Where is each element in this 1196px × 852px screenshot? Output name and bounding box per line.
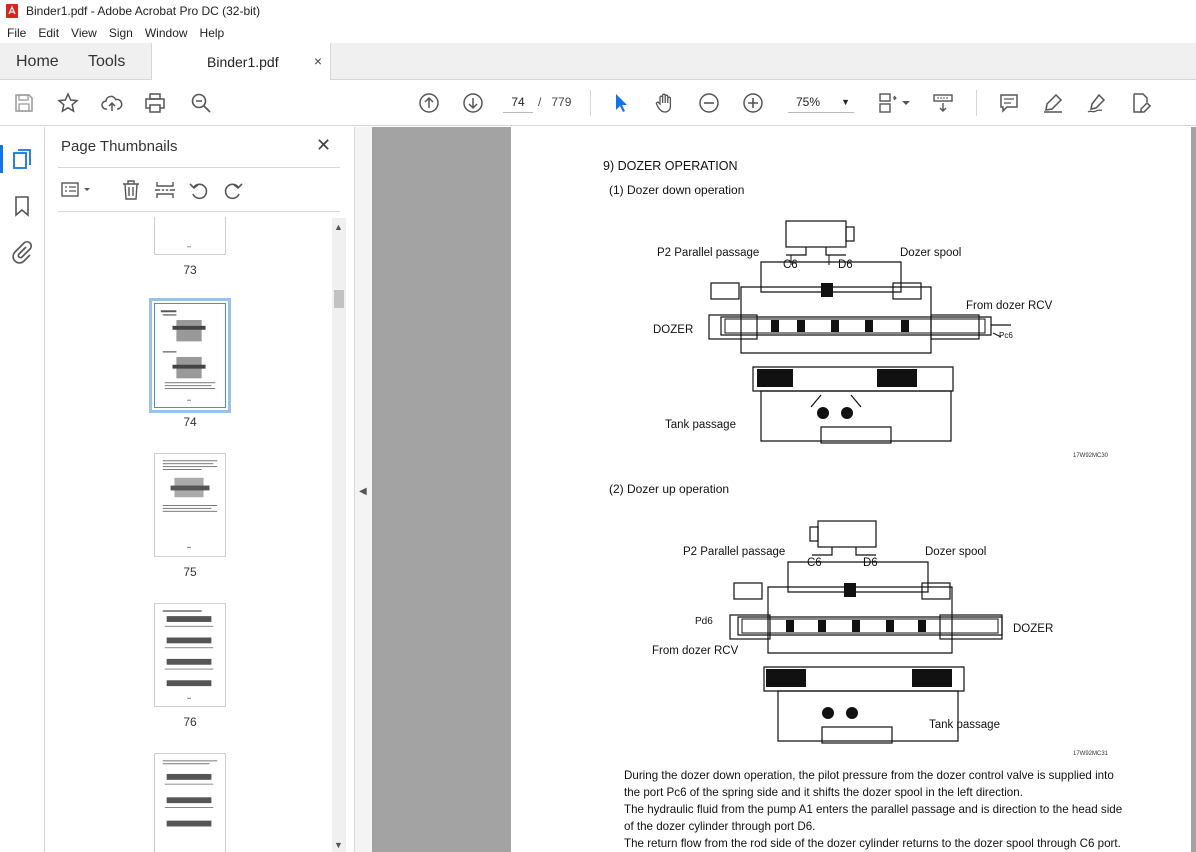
acrobat-app-icon xyxy=(5,4,19,18)
label-c6-2: C6 xyxy=(807,557,822,569)
page-thumbnails-panel xyxy=(46,127,354,852)
upload-cloud-icon[interactable] xyxy=(100,91,124,115)
panel-collapse-handle[interactable] xyxy=(354,127,372,852)
menu-bar xyxy=(0,22,1196,43)
menu-edit[interactable]: Edit xyxy=(38,25,60,40)
toolbar-divider-2 xyxy=(976,90,977,116)
thumbnail-page-number: 74 xyxy=(183,415,197,429)
label-pc6: Pc6 xyxy=(999,331,1013,340)
rail-active-indicator xyxy=(0,145,3,173)
menu-window[interactable]: Window xyxy=(144,25,188,40)
extract-pages-icon[interactable] xyxy=(154,179,176,201)
body-text xyxy=(624,767,1124,852)
close-panel-icon[interactable]: ✕ xyxy=(316,135,332,155)
label-c6: C6 xyxy=(783,259,798,271)
body-line: The return flow from the rod side of the dozer cylinder returns to the dozer spool through C6 port. xyxy=(624,837,1121,850)
thumbnail-page-75[interactable] xyxy=(154,453,226,557)
rotate-left-icon[interactable] xyxy=(188,179,210,201)
label-p2-parallel-passage-2: P2 Parallel passage xyxy=(683,546,786,558)
label-dozer-spool: Dozer spool xyxy=(900,247,962,259)
thumbnail-page-number: 75 xyxy=(183,565,197,579)
label-pd6: Pd6 xyxy=(695,616,713,627)
tab-bar xyxy=(0,43,1196,80)
menu-help[interactable]: Help xyxy=(199,25,225,40)
thumbnail-page-76[interactable] xyxy=(154,603,226,707)
tab-document[interactable] xyxy=(151,43,331,80)
title-bar xyxy=(0,0,1196,22)
attachment-icon[interactable] xyxy=(10,240,34,264)
scrollbar-thumb[interactable] xyxy=(334,290,344,308)
hand-tool-icon[interactable] xyxy=(653,91,677,115)
menu-file[interactable]: File xyxy=(7,25,27,40)
body-line: of the dozer cylinder through port D6. xyxy=(624,820,816,833)
previous-page-icon[interactable] xyxy=(417,91,441,115)
edit-pdf-icon[interactable] xyxy=(1129,91,1153,115)
thumbnail-page-number: 76 xyxy=(183,715,197,729)
comment-icon[interactable] xyxy=(997,91,1021,115)
star-icon[interactable] xyxy=(56,91,80,115)
highlight-pen-icon[interactable] xyxy=(1041,91,1065,115)
subsection-dozer-down: (1) Dozer down operation xyxy=(609,183,745,197)
scroll-up-icon[interactable]: ▲ xyxy=(334,222,343,232)
toolbar-divider xyxy=(590,90,591,116)
save-icon[interactable] xyxy=(12,91,36,115)
print-icon[interactable] xyxy=(143,91,167,115)
figure-code-2: 17W92MC31 xyxy=(1073,751,1109,757)
menu-sign[interactable]: Sign xyxy=(108,25,133,40)
bookmark-icon[interactable] xyxy=(10,194,34,218)
section-title: 9) DOZER OPERATION xyxy=(603,159,738,173)
zoom-search-icon[interactable] xyxy=(189,91,213,115)
panel-divider-2 xyxy=(58,211,340,212)
label-d6-2: D6 xyxy=(863,557,878,569)
subsection-dozer-up: (2) Dozer up operation xyxy=(609,482,730,496)
label-dozer-spool-2: Dozer spool xyxy=(925,546,987,558)
zoom-in-icon[interactable] xyxy=(741,91,765,115)
page-fit-icon[interactable] xyxy=(876,91,900,115)
label-p2-parallel-passage: P2 Parallel passage xyxy=(657,247,760,259)
rotate-right-icon[interactable] xyxy=(222,179,244,201)
page-separator: / xyxy=(538,95,542,109)
main-toolbar xyxy=(0,80,1196,126)
scroll-mode-icon[interactable] xyxy=(931,91,955,115)
thumbnails-toolbar xyxy=(58,175,340,205)
body-line: the port Pc6 of the spring side and it shifts the dozer spool in the left direction. xyxy=(624,786,1023,799)
thumbnails-panel-title: Page Thumbnails xyxy=(61,138,178,155)
document-viewport[interactable] xyxy=(372,127,1196,852)
pdf-page xyxy=(511,127,1191,852)
page-fit-chevron-icon[interactable] xyxy=(900,91,912,115)
panel-divider xyxy=(58,167,340,168)
window-title: Binder1.pdf - Adobe Acrobat Pro DC (32-bit) xyxy=(26,4,261,18)
select-cursor-icon[interactable] xyxy=(609,91,633,115)
tab-document-label: Binder1.pdf xyxy=(207,54,279,70)
chevron-down-icon: ▼ xyxy=(841,97,850,107)
fill-sign-icon[interactable] xyxy=(1085,91,1109,115)
label-tank-passage: Tank passage xyxy=(665,419,736,431)
label-from-dozer-rcv: From dozer RCV xyxy=(966,300,1053,312)
zoom-level-value: 75% xyxy=(796,95,821,109)
label-d6: D6 xyxy=(838,259,853,271)
tab-home[interactable]: Home xyxy=(16,53,59,70)
left-navigation-rail xyxy=(0,127,45,852)
scroll-down-icon[interactable]: ▼ xyxy=(334,840,343,850)
thumbnail-page-74[interactable] xyxy=(154,303,226,408)
label-dozer: DOZER xyxy=(653,324,694,336)
collapse-left-icon: ◀ xyxy=(359,486,367,497)
page-number-input[interactable]: 74 xyxy=(503,91,533,113)
zoom-level-select[interactable] xyxy=(788,91,854,113)
delete-page-icon[interactable] xyxy=(120,179,142,201)
tab-tools[interactable]: Tools xyxy=(88,53,126,70)
figure-code: 17W92MC30 xyxy=(1073,453,1109,459)
page-total-label xyxy=(538,95,571,109)
label-tank-passage-2: Tank passage xyxy=(929,719,1000,731)
thumbnail-options-icon[interactable] xyxy=(60,179,94,201)
thumbnail-page-77[interactable] xyxy=(154,753,226,852)
label-dozer-2: DOZER xyxy=(1013,623,1054,635)
zoom-out-icon[interactable] xyxy=(697,91,721,115)
label-from-dozer-rcv-2: From dozer RCV xyxy=(652,645,739,657)
thumbnail-page-number: 73 xyxy=(183,263,197,277)
body-line: During the dozer down operation, the pilot pressure from the dozer control valve is supplied into xyxy=(624,769,1114,782)
page-thumbnails-icon[interactable] xyxy=(10,147,34,171)
menu-view[interactable]: View xyxy=(71,25,97,40)
thumbnail-page-73[interactable] xyxy=(154,217,226,255)
tab-close-icon[interactable]: × xyxy=(313,53,322,69)
page-total: 779 xyxy=(551,95,572,109)
thumbnails-scrollbar[interactable] xyxy=(332,218,346,852)
body-line: The hydraulic fluid from the pump A1 enters the parallel passage and is direction to the head side xyxy=(624,803,1123,816)
next-page-icon[interactable] xyxy=(461,91,485,115)
thumbnail-list xyxy=(58,217,328,852)
